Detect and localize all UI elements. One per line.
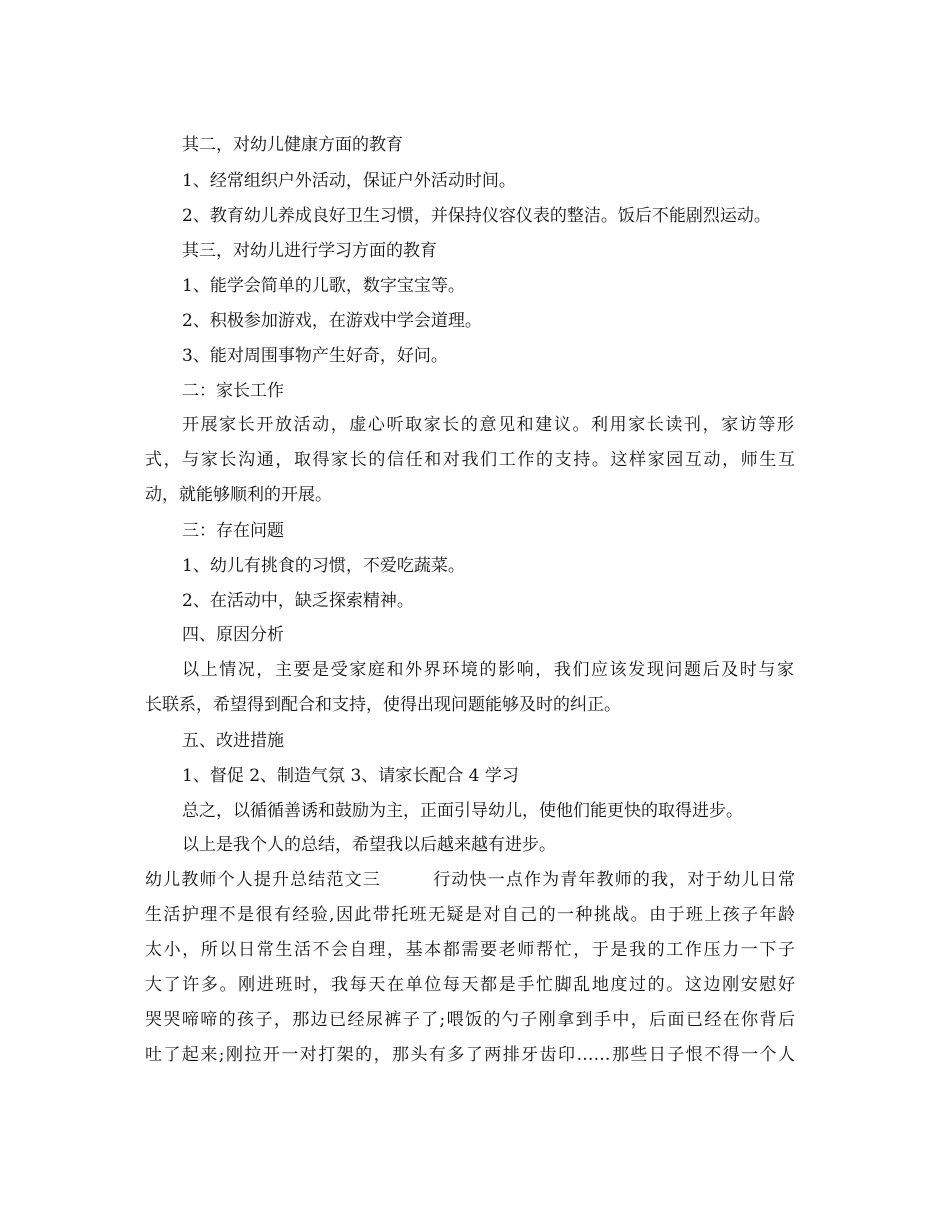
list-item: 2、教育幼儿养成良好卫生习惯，并保持仪容仪表的整洁。饭后不能剧烈运动。: [182, 206, 771, 226]
list-item: 1、幼儿有挑食的习惯，不爱吃蔬菜。: [182, 556, 465, 576]
paragraph-line: 长联系，希望得到配合和支持，使得出现问题能够及时的纠正。: [145, 695, 621, 715]
paragraph-line: 以上情况，主要是受家庭和外界环境的影响，我们应该发现问题后及时与家: [182, 660, 794, 680]
paragraph-line: 生活护理不是很有经验,因此带托班无疑是对自己的一种挑战。由于班上孩子年龄: [145, 905, 795, 925]
section-heading: 四、原因分析: [182, 625, 284, 645]
section-heading: 三：存在问题: [182, 521, 284, 541]
paragraph-line: 大了许多。刚进班时，我每天在单位每天都是手忙脚乱地度过的。这边刚安慰好: [145, 975, 795, 995]
paragraph-line: 以上是我个人的总结，希望我以后越来越有进步。: [182, 835, 556, 855]
paragraph-line: 吐了起来;刚拉开一对打架的，那头有多了两排牙齿印……那些日子恨不得一个人: [145, 1045, 795, 1065]
article-title-line: 幼儿教师个人提升总结范文三 行动快一点作为青年教师的我，对于幼儿日常: [145, 870, 795, 890]
list-item: 3、能对周围事物产生好奇，好问。: [182, 346, 448, 366]
paragraph-line: 哭哭啼啼的孩子，那边已经尿裤子了;喂饭的勺子刚拿到手中，后面已经在你背后: [145, 1010, 795, 1030]
section-heading: 五、改进措施: [182, 731, 284, 751]
list-item: 1、经常组织户外活动，保证户外活动时间。: [182, 171, 516, 191]
paragraph-line: 式，与家长沟通，取得家长的信任和对我们工作的支持。这样家园互动，师生互: [145, 450, 795, 470]
paragraph-line: 太小，所以日常生活不会自理，基本都需要老师帮忙，于是我的工作压力一下子: [145, 940, 795, 960]
list-item: 2、在活动中，缺乏探索精神。: [182, 591, 414, 611]
list-item: 2、积极参加游戏，在游戏中学会道理。: [182, 311, 482, 331]
section-heading: 二：家长工作: [182, 381, 284, 401]
section-heading: 其三，对幼儿进行学习方面的教育: [182, 241, 437, 261]
paragraph-line: 开展家长开放活动，虚心听取家长的意见和建议。利用家长读刊，家访等形: [182, 415, 794, 435]
list-item: 1、督促 2、制造气氛 3、请家长配合 4 学习: [182, 766, 519, 786]
section-heading: 其二，对幼儿健康方面的教育: [182, 135, 403, 155]
paragraph-line: 动，就能够顺利的开展。: [145, 485, 332, 505]
paragraph-line: 总之，以循循善诱和鼓励为主，正面引导幼儿，使他们能更快的取得进步。: [182, 801, 743, 821]
list-item: 1、能学会简单的儿歌，数字宝宝等。: [182, 276, 465, 296]
